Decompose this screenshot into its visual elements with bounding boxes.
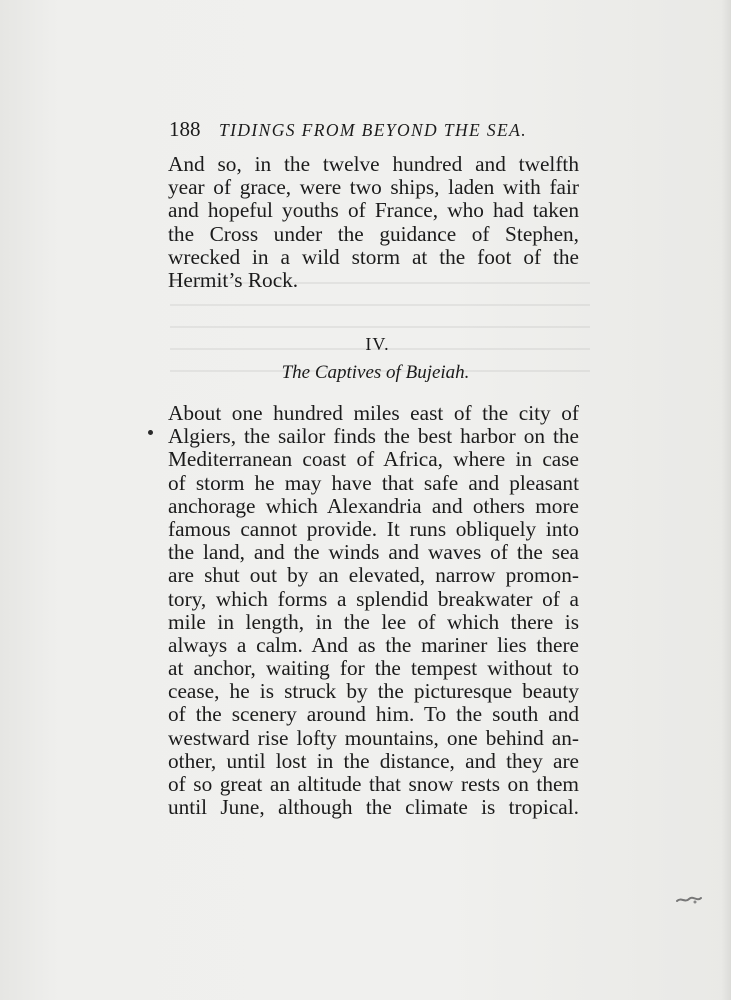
text-line: About one hundred miles east of the city of bbox=[168, 401, 579, 425]
text-line: and hopeful youths of France, who had taken bbox=[168, 198, 579, 223]
text-line: wrecked in a wild storm at the foot of the bbox=[168, 244, 579, 269]
bleed-through-text bbox=[170, 282, 590, 372]
text-line: tory, which forms a splendid breakwater of a bbox=[168, 586, 579, 611]
text-line: other, until lost in the distance, and they are bbox=[168, 748, 579, 773]
ink-smudge bbox=[675, 893, 703, 907]
text-line: mile in length, in the lee of which there is bbox=[168, 609, 579, 634]
text-line: the land, and the winds and waves of the sea bbox=[168, 540, 579, 565]
margin-mark bbox=[148, 430, 153, 435]
section-number: IV. bbox=[365, 334, 390, 354]
text-line: the Cross under the guidance of Stephen, bbox=[168, 221, 579, 246]
text-line: always a calm. And as the mariner lies there bbox=[168, 632, 579, 657]
text-line: famous cannot provide. It runs obliquely into bbox=[168, 516, 579, 541]
text-line: And so, in the twelve hundred and twelfth bbox=[168, 152, 579, 176]
text-line: cease, he is struck by the picturesque beauty bbox=[168, 679, 579, 704]
text-line: of the scenery around him. To the south and bbox=[168, 702, 579, 727]
running-title: TIDINGS FROM BEYOND THE SEA. bbox=[219, 120, 528, 140]
text-line: Mediterranean coast of Africa, where in case bbox=[168, 447, 579, 472]
text-line: of storm he may have that safe and pleasant bbox=[168, 470, 579, 495]
text-line: of so great an altitude that snow rests on them bbox=[168, 772, 579, 796]
section-title: The Captives of Bujeiah. bbox=[281, 362, 470, 383]
text-line: at anchor, waiting for the tempest without to bbox=[168, 656, 579, 681]
text-line: year of grace, were two ships, laden with fair bbox=[168, 175, 579, 200]
page-number: 188 bbox=[169, 117, 201, 141]
text-line: anchorage which Alexandria and others more bbox=[168, 493, 579, 518]
text-line: westward rise lofty mountains, one behind an- bbox=[168, 725, 579, 750]
text-line: are shut out by an elevated, narrow promon- bbox=[168, 563, 579, 588]
paragraph-2 bbox=[168, 402, 579, 819]
text-line: Hermit’s Rock. bbox=[168, 267, 299, 292]
text-line: until June, although the climate is tropical. bbox=[168, 795, 579, 820]
text-line: Algiers, the sailor finds the best harbor on the bbox=[168, 424, 579, 449]
page-edge-shadow bbox=[721, 0, 731, 1000]
paragraph-1 bbox=[168, 153, 579, 292]
running-header bbox=[169, 116, 584, 142]
